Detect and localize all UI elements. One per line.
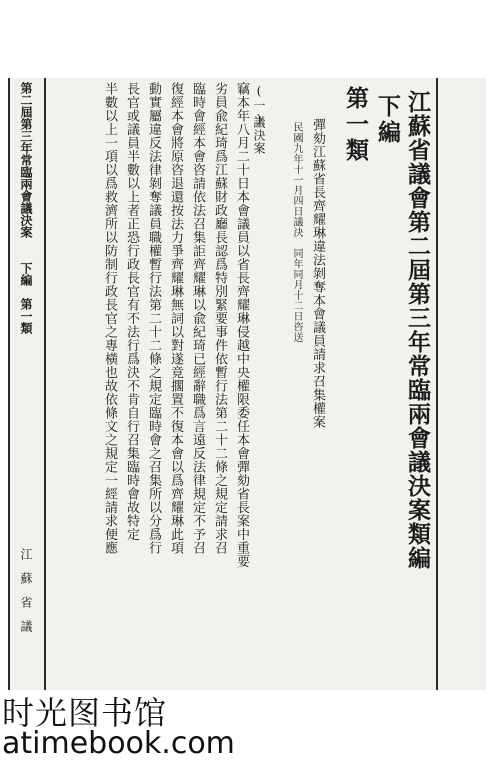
body-column: 長官或議員半數以上者正恐行政長官有不法行爲決不肯自行召集臨時會故特定 <box>124 82 139 541</box>
margin-volume: 下編 第一類 <box>19 262 33 334</box>
document-title: 江蘇省議會第二屆第三年常臨兩會議決案類編 <box>404 90 431 570</box>
case-title: 彈劾江蘇省長齊耀琳違法剝奪本會議員請求召集權案 <box>310 118 325 429</box>
resolution-label: 議決案 <box>252 116 266 155</box>
body-column: 動實屬違反法律剝奪議員職權暫行法第二十二條之規定臨時會之召集所以分爲行 <box>146 82 161 555</box>
book-page <box>8 78 486 690</box>
outer-border-left <box>8 78 10 690</box>
text-border-right <box>436 78 438 690</box>
body-column: 臨時會經本會咨請依法召集詎齊耀琳以兪紀琦已經辭職爲言遠反法律規定不予召 <box>190 82 205 555</box>
margin-divider-line <box>44 78 46 690</box>
watermark-site-name: 时光图书馆 <box>2 694 168 732</box>
body-column: 竊本年八月二十日本會議員以省長齊耀琳侵越中央權限委任本會彈劾省長案中重要 <box>234 82 249 568</box>
watermark-url: atimebook.com <box>2 726 235 761</box>
case-number: (一) <box>252 84 266 127</box>
body-column: 半數以上一項以爲救濟所以防制行政長官之專橫也故依條文之規定一經請求便應 <box>102 82 117 555</box>
body-column: 復經本會將原咨退還按法力爭齊耀琳無詞以對遂竟擱置不復本會以爲齊耀琳此項 <box>168 82 183 555</box>
volume-heading: 下編 <box>374 94 401 146</box>
case-date: 民國九年十一月四日議決 同年同月十二日咨送 <box>291 122 302 343</box>
margin-page-label: 江蘇省議 <box>19 548 33 644</box>
margin-header: 第二屆第三年常臨兩會議決案 <box>19 82 33 238</box>
body-column: 劣員兪紀琦爲江蘇財政廳長認爲特別緊要事件依暫行法第二十二條之規定請求召 <box>212 82 227 555</box>
section-heading: 第一類 <box>342 86 369 164</box>
